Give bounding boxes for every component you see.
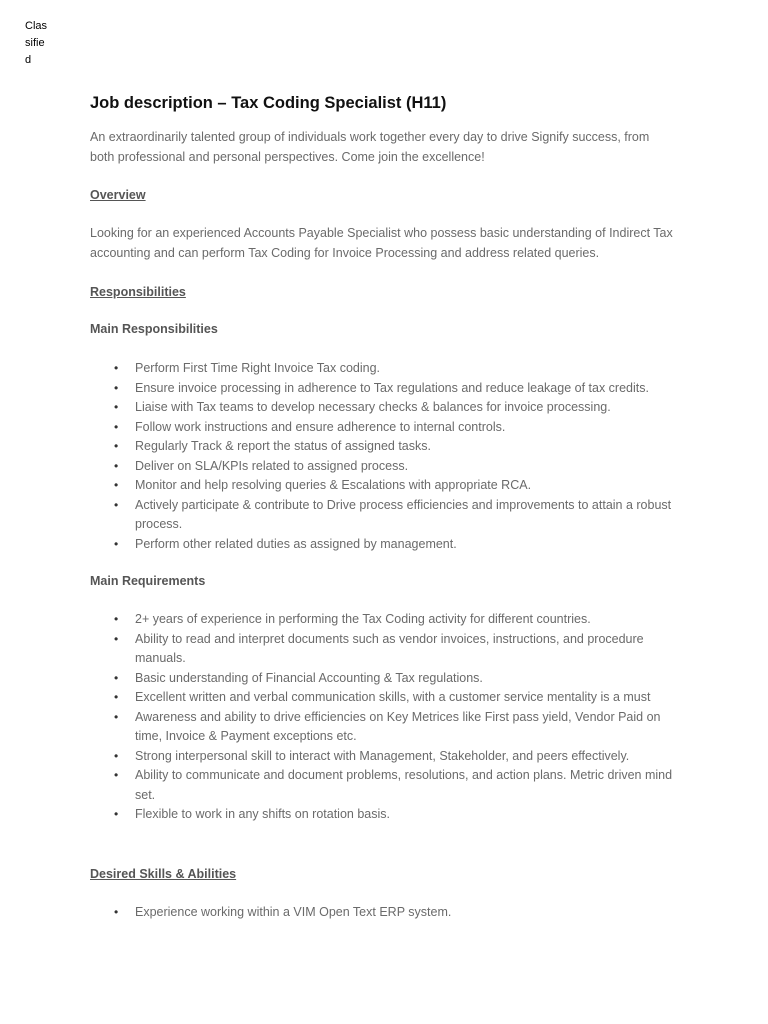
list-item: • Flexible to work in any shifts on rotation basis. [90, 805, 676, 825]
list-item: • Ability to communicate and document problems, resolutions, and action plans. Metric driven mind set. [90, 766, 676, 805]
intro-paragraph: An extraordinarily talented group of individuals work together every day to drive Signify success, from both professional and personal perspectives. Come join the excellence! [90, 130, 650, 164]
list-item: • Deliver on SLA/KPIs related to assigned process. [90, 457, 676, 477]
list-item: • Perform other related duties as assigned by management. [90, 535, 676, 555]
document-body [90, 92, 676, 922]
list-item: • Liaise with Tax teams to develop necessary checks & balances for invoice processing. [90, 398, 676, 418]
document-title: Job description – Tax Coding Specialist (H11) [90, 94, 447, 112]
responsibilities-section [90, 283, 676, 302]
overview-paragraph: Looking for an experienced Accounts Payable Specialist who possess basic understanding of Indirect Tax accounting and can perform Tax Coding for Invoice Processing and address related queries. [90, 226, 673, 260]
list-item: • Excellent written and verbal communication skills, with a customer service mentality is a must [90, 688, 676, 708]
main-responsibilities-list [90, 359, 676, 554]
list-item: • Strong interpersonal skill to interact with Management, Stakeholder, and peers effectively. [90, 747, 676, 767]
list-item: • Perform First Time Right Invoice Tax coding. [90, 359, 676, 379]
main-requirements-heading: Main Requirements [90, 574, 206, 588]
list-item: • Monitor and help resolving queries & Escalations with appropriate RCA. [90, 476, 676, 496]
desired-skills-heading: Desired Skills & Abilities [90, 866, 237, 881]
overview-section [90, 186, 676, 205]
list-item: • Awareness and ability to drive efficiencies on Key Metrices like First pass yield, Vendor Paid on time, Invoice & Payment exceptions etc. [90, 708, 676, 747]
list-item: • Actively participate & contribute to Drive process efficiencies and improvements to attain a robust process. [90, 496, 676, 535]
list-item: • Experience working within a VIM Open Text ERP system. [90, 903, 676, 923]
main-responsibilities-heading: Main Responsibilities [90, 322, 218, 336]
list-item: • Ensure invoice processing in adherence to Tax regulations and reduce leakage of tax credits. [90, 379, 676, 399]
list-item: • Basic understanding of Financial Accounting & Tax regulations. [90, 669, 676, 689]
desired-skills-list [90, 903, 676, 923]
responsibilities-heading: Responsibilities [90, 285, 186, 299]
desired-skills-section [90, 865, 676, 884]
list-item: • Follow work instructions and ensure adherence to internal controls. [90, 418, 676, 438]
list-item: • 2+ years of experience in performing the Tax Coding activity for different countries. [90, 610, 676, 630]
list-item: • Ability to read and interpret documents such as vendor invoices, instructions, and procedure manuals. [90, 630, 676, 669]
main-requirements-list [90, 610, 676, 825]
classification-label: Classified [25, 20, 48, 66]
overview-heading: Overview [90, 188, 146, 202]
list-item: • Regularly Track & report the status of assigned tasks. [90, 437, 676, 457]
